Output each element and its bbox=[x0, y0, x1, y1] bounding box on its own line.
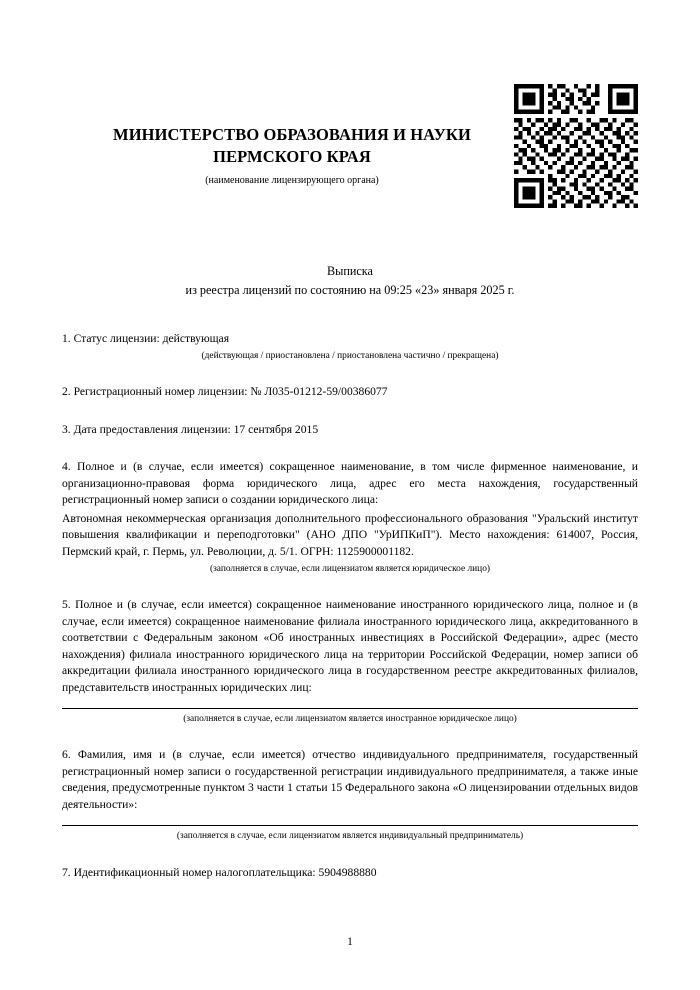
qr-code-icon bbox=[514, 84, 638, 208]
item-6-note: (заполняется в случае, если лицензиатом является индивидуальный предприниматель) bbox=[176, 831, 524, 842]
item-2-registration-number bbox=[62, 384, 638, 400]
item-5-foreign-entity bbox=[62, 597, 638, 726]
item-1-note: (действующая / приостановлена / приостановлена частично / прекращена) bbox=[201, 351, 499, 362]
document-subtitle: из реестра лицензий по состоянию на 09:25 «23» января 2025 г. bbox=[185, 283, 515, 298]
item-4-value: Автономная некоммерческая организация дополнительного профессионального образования "Уральский институт повышения квалификации и переподготовки" (АНО ДПО "УрИПКиП"). Место нахождения: 614007, Россия, Пермский край, г. Пермь, ул. Революции, д. 5/1. ОГРН: 1125900001182. bbox=[62, 511, 638, 558]
item-7-taxpayer-number bbox=[62, 865, 638, 881]
item-1-status bbox=[62, 331, 638, 364]
item-3-label: 3. Дата предоставления лицензии: 17 сентября 2015 bbox=[62, 422, 319, 436]
item-7-label: 7. Идентификационный номер налогоплательщика: 5904988880 bbox=[62, 865, 377, 879]
item-5-note: (заполняется в случае, если лицензиатом является иностранное юридическое лицо) bbox=[183, 714, 517, 725]
item-1-label: 1. Статус лицензии: действующая bbox=[62, 331, 230, 345]
item-4-label: 4. Полное и (в случае, если имеется) сокращенное наименование, в том числе фирменное наименование, и организационно-правовая форма юридического лица, адрес его места нахождения, государственный регистрационный номер записи о создании юридического лица: bbox=[62, 460, 638, 507]
item-5-fill-line bbox=[62, 708, 638, 709]
document-header bbox=[62, 0, 522, 186]
item-6-fill-line bbox=[62, 825, 638, 826]
licensing-authority-name: МИНИСТЕРСТВО ОБРАЗОВАНИЯ И НАУКИ ПЕРМСКОГО КРАЯ bbox=[113, 125, 471, 167]
item-4-legal-entity bbox=[62, 459, 638, 576]
item-3-issue-date bbox=[62, 422, 638, 438]
licensing-authority-note: (наименование лицензирующего органа) bbox=[205, 174, 379, 186]
item-5-label: 5. Полное и (в случае, если имеется) сокращенное наименование иностранного юридического лица, полное и (в случае, если имеется) сокращенное наименование филиала иностранного юридического лица, аккредитованного в соответствии с Федеральным законом «Об иностранных инвестициях в Российской Федерации», адрес (место нахождения) филиала иностранного юридического лица на территории Российской Федерации, номер записи об аккредитации филиала иностранного юридического лица в государственном реестре аккредитованных филиалов, представительств иностранных юридических лиц: bbox=[62, 598, 638, 694]
item-6-individual-entrepreneur bbox=[62, 747, 638, 843]
item-2-label: 2. Регистрационный номер лицензии: № Л035-01212-59/00386077 bbox=[62, 385, 388, 399]
document-title-block bbox=[62, 262, 638, 301]
document-title: Выписка bbox=[327, 263, 373, 278]
item-4-note: (заполняется в случае, если лицензиатом является юридическое лицо) bbox=[209, 563, 490, 574]
item-6-label: 6. Фамилия, имя и (в случае, если имеется) отчество индивидуального предпринимателя, государственный регистрационный номер записи о государственной регистрации индивидуального предпринимателя, а также иные сведения, предусмотренные пунктом 3 части 1 статьи 15 Федерального закона «О лицензировании отдельных видов деятельности»: bbox=[62, 748, 638, 811]
page-number: 1 bbox=[347, 936, 353, 948]
